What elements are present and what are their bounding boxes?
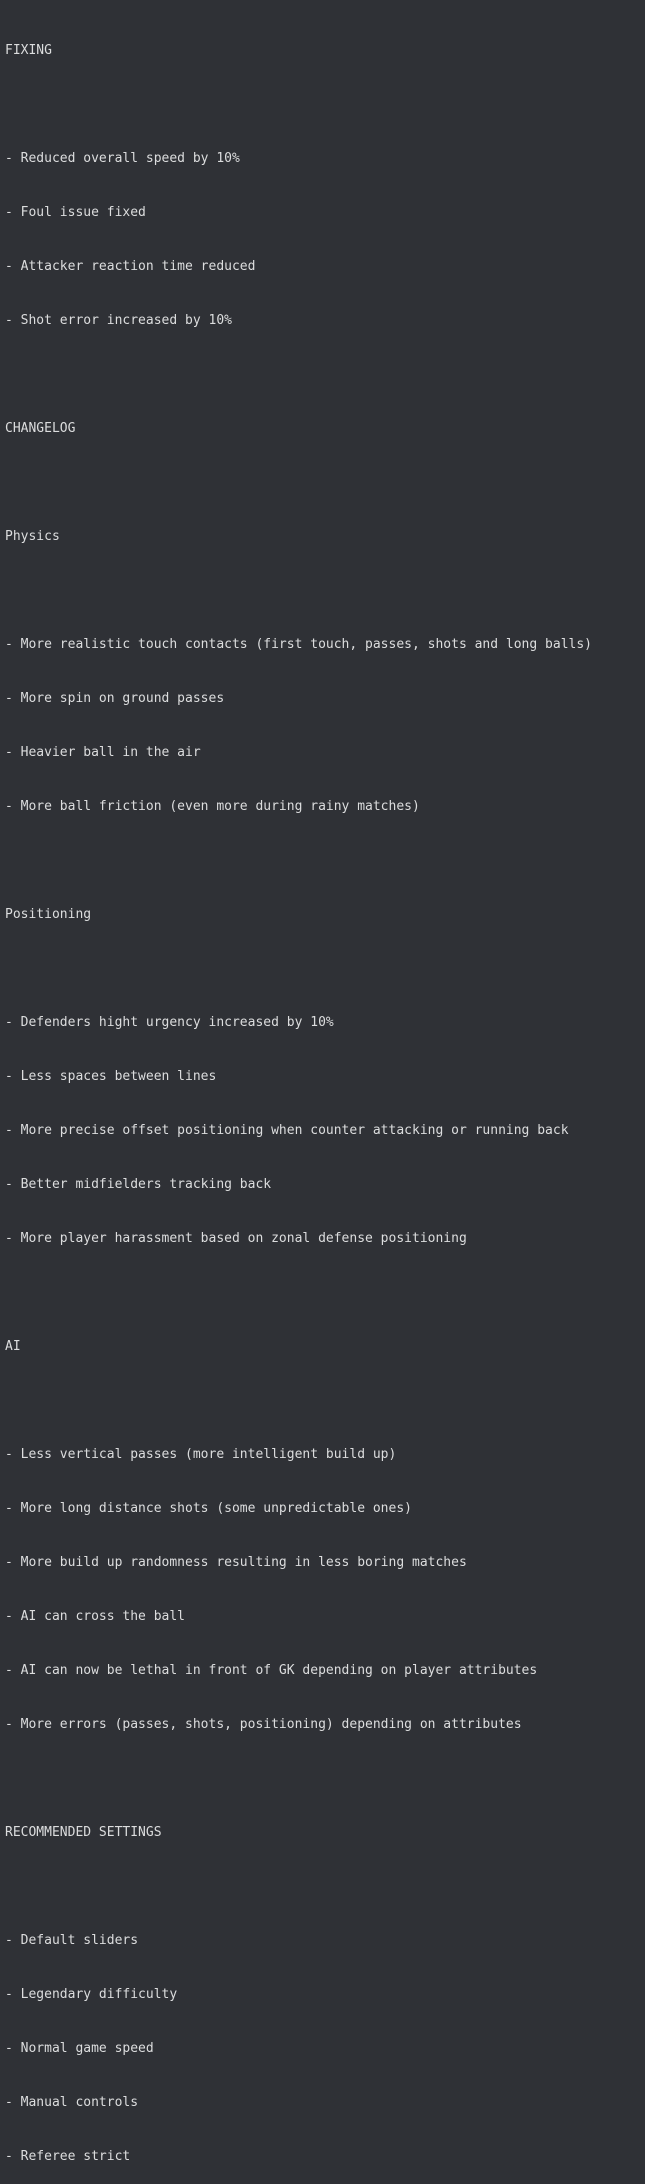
list-item: - Manual controls xyxy=(5,2095,139,2110)
blank-line xyxy=(5,1770,645,1788)
list-item: - Reduced overall speed by 10% xyxy=(5,151,240,166)
section-heading-changelog: CHANGELOG xyxy=(5,421,76,436)
list-item: - More player harassment based on zonal defense positioning xyxy=(5,1231,467,1246)
list-item: - Legendary difficulty xyxy=(5,1987,178,2002)
list-item: - Normal game speed xyxy=(5,2041,154,2056)
blank-line xyxy=(5,1878,645,1896)
blank-line xyxy=(5,366,645,384)
list-item: - Less vertical passes (more intelligent build up) xyxy=(5,1447,397,1462)
section-heading-fixing: FIXING xyxy=(5,43,52,58)
list-item: - More errors (passes, shots, positioning) depending on attributes xyxy=(5,1717,522,1732)
list-item: - Shot error increased by 10% xyxy=(5,313,232,328)
list-item: - More precise offset positioning when counter attacking or running back xyxy=(5,1123,569,1138)
list-item: - More long distance shots (some unpredictable ones) xyxy=(5,1501,412,1516)
blank-line xyxy=(5,582,645,600)
list-item: - Foul issue fixed xyxy=(5,205,146,220)
list-item: - Better midfielders tracking back xyxy=(5,1177,272,1192)
list-item: - Attacker reaction time reduced xyxy=(5,259,256,274)
list-item: - More ball friction (even more during rainy matches) xyxy=(5,799,420,814)
list-item: - More build up randomness resulting in less boring matches xyxy=(5,1555,467,1570)
blank-line xyxy=(5,1284,645,1302)
list-item: - AI can cross the ball xyxy=(5,1609,186,1624)
list-item: - Defenders hight urgency increased by 10% xyxy=(5,1015,334,1030)
list-item: - More realistic touch contacts (first touch, passes, shots and long balls) xyxy=(5,637,592,652)
blank-line xyxy=(5,96,645,114)
list-item: - More spin on ground passes xyxy=(5,691,225,706)
section-heading-recommended-settings: RECOMMENDED SETTINGS xyxy=(5,1825,162,1840)
list-item: - Default sliders xyxy=(5,1933,139,1948)
blank-line xyxy=(5,474,645,492)
blank-line xyxy=(5,1392,645,1410)
list-item: - Less spaces between lines xyxy=(5,1069,217,1084)
list-item: - Heavier ball in the air xyxy=(5,745,201,760)
blank-line xyxy=(5,852,645,870)
list-item: - AI can now be lethal in front of GK depending on player attributes xyxy=(5,1663,538,1678)
subsection-heading-positioning: Positioning xyxy=(5,907,92,922)
subsection-heading-physics: Physics xyxy=(5,529,60,544)
list-item: - Referee strict xyxy=(5,2149,131,2164)
subsection-heading-ai: AI xyxy=(5,1339,21,1354)
blank-line xyxy=(5,960,645,978)
